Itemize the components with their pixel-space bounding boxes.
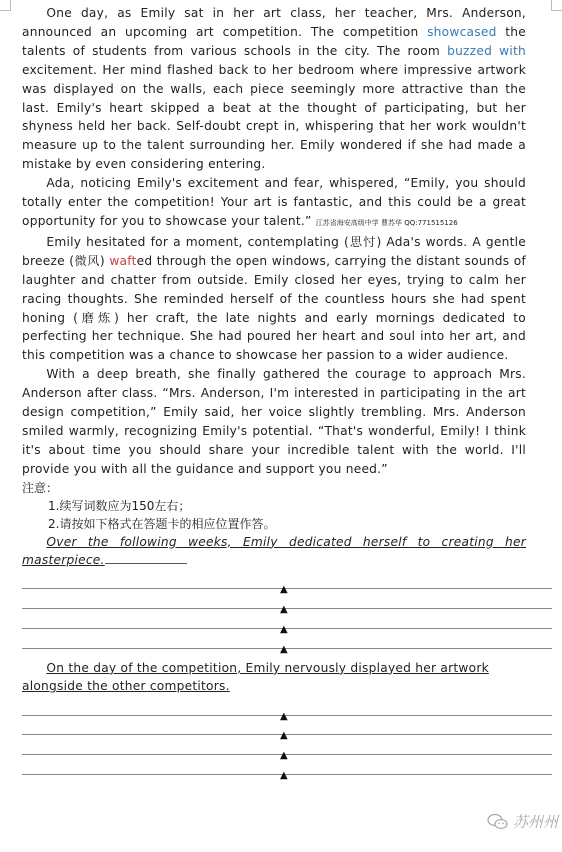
watermark-text: 苏州州 (512, 813, 558, 831)
crop-mark-right (551, 0, 562, 11)
triangle-marker-icon: ▲ (280, 730, 288, 742)
highlight-waft: waft (109, 253, 137, 268)
note-item-1: 1.续写词数应为150左右； (48, 498, 191, 513)
paragraph-4: With a deep breath, she finally gathered the courage to approach Mrs. Anderson after class. “Mrs. Anderson, I'm interested in participating in the art design competition,” Emily said, her voice slightly trembling. Mrs. Anderson smiled warmly, recognizing Emily's potential. “That's wonderful, Emily! I think it's about time you should share your incredible talent with the world. I'll provide you with all the guidance and support you need.” (22, 367, 526, 476)
highlight-buzzed-with: buzzed with (447, 43, 526, 58)
writing-line[interactable] (22, 755, 552, 782)
writing-line[interactable] (22, 629, 552, 655)
paragraph-2: Ada, noticing Emily's excitement and fear, whispered, “Emily, you should totally enter the competition! Your art is fantastic, and this could be a great opportunity for you to showcase your talent.” 江苏省海安高级中学 曹苏华 QQ:771515126 (22, 176, 526, 228)
writing-line[interactable] (22, 696, 552, 722)
writing-line[interactable] (22, 716, 552, 742)
triangle-marker-icon: ▲ (280, 624, 288, 636)
triangle-marker-icon: ▲ (280, 750, 288, 762)
writing-line[interactable] (22, 735, 552, 762)
triangle-marker-icon: ▲ (280, 710, 288, 722)
wechat-logo-icon (487, 813, 509, 831)
paragraph-1: One day, as Emily sat in her art class, her teacher, Mrs. Anderson, announced an upcoming art competition. The competition showcased the talents of students from various schools in the city. The room buzzed with excitement. Her mind flashed back to her bedroom where impressive artwork was displayed on the walls, each piece seemingly more attractive than the last. Emily's heart skipped a beat at the thought of participating, but her shyness held her back. Self-doubt crept in, whispering that her work wouldn't measure up to the talent surrounding her. Emily wondered if she had made a mistake by even considering entering. (22, 6, 526, 172)
paragraph-3: Emily hesitated for a moment, contemplating (思忖) Ada's words. A gentle breeze (微风) wafted through the open windows, carrying the distant sounds of laughter and chatter from outside. Emily closed her eyes, trying to calm her racing thoughts. She reminded herself of the countless hours she had spent honing (磨炼) her craft, the late nights and early mornings dedicated to perfecting her technique. She had poured her heart and soul into her art, and this competition was a chance to showcase her passion to a wider audience. (22, 234, 526, 363)
writing-line[interactable] (22, 589, 552, 616)
source-note: 江苏省海安高级中学 曹苏华 QQ:771515126 (315, 218, 458, 227)
triangle-marker-icon: ▲ (280, 643, 288, 655)
passage (22, 4, 526, 782)
triangle-marker-icon: ▲ (280, 770, 288, 782)
prompt-underline-tail (105, 551, 187, 564)
watermark (487, 811, 558, 832)
notes-title: 注意： (22, 480, 59, 495)
writing-line[interactable] (22, 609, 552, 636)
note-item-2: 2.请按如下格式在答题卡的相应位置作答。 (48, 516, 276, 531)
crop-mark-left (0, 0, 11, 11)
highlight-showcased: showcased (427, 24, 497, 39)
continuation-prompt-2: On the day of the competition, Emily nervously displayed her artwork alongside the other competitors. (22, 660, 489, 694)
triangle-marker-icon: ▲ (280, 604, 288, 616)
continuation-prompt-1: Over the following weeks, Emily dedicated herself to creating her masterpiece. (22, 534, 526, 568)
writing-line[interactable] (22, 570, 552, 596)
triangle-marker-icon: ▲ (280, 584, 288, 596)
